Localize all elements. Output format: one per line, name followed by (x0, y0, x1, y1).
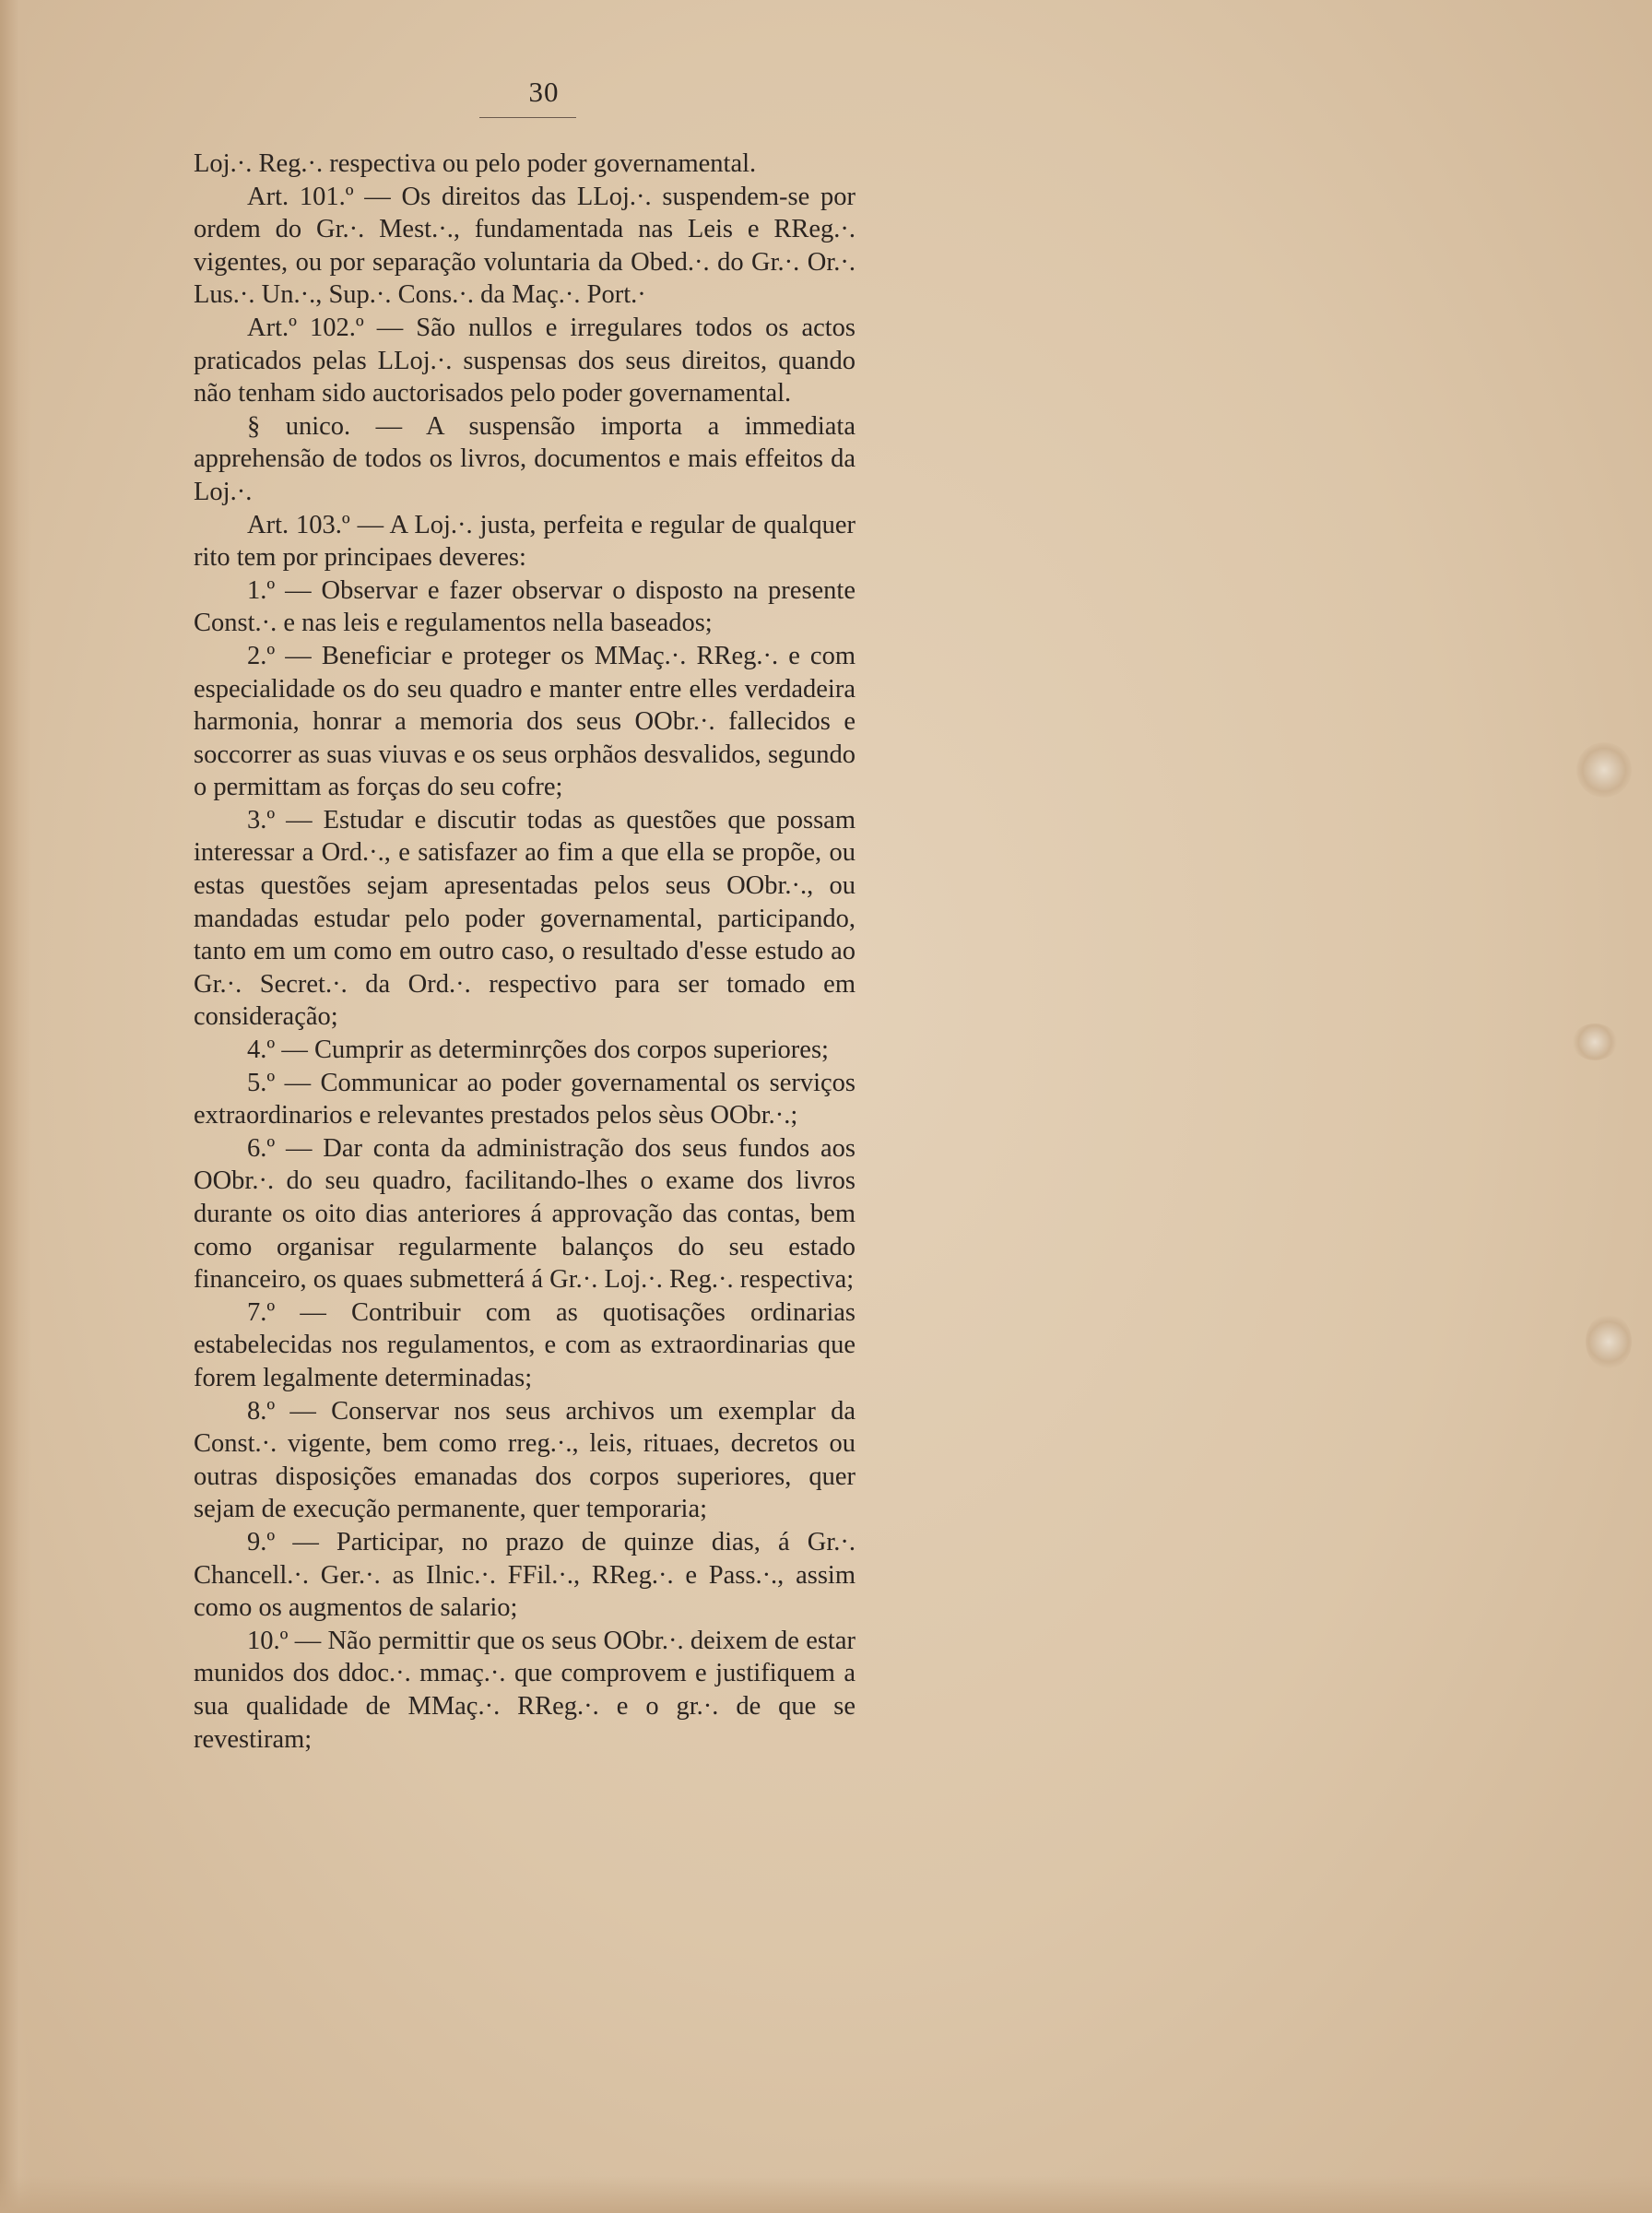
paragraph: 7.º — Contribuir com as quotisações ordinarias estabelecidas nos regulamentos, e com as extraordinarias que forem legalmente determinadas; (194, 1297, 856, 1392)
page-left-edge (0, 0, 31, 2213)
paragraph: Art. 103.º — A Loj.·. justa, perfeita e regular de qualquer rito tem por principaes deveres: (194, 510, 856, 573)
paragraph: 4.º — Cumprir as determinrções dos corpos superiores; (247, 1035, 829, 1065)
paragraph: 1.º — Observar e fazer observar o disposto na presente Const.·. e nas leis e regulamentos nella baseados; (194, 575, 856, 638)
paragraph: 6.º — Dar conta da administração dos seus fundos aos OObr.·. do seu quadro, facilitando-lhes o exame dos livros durante os oito dias anteriores á approvação das contas, bem como organisar regularmente balanços do seu estado financeiro, os quaes submetterá á Gr.·. Loj.·. Reg.·. respectiva; (194, 1133, 856, 1295)
paragraph: § unico. — A suspensão importa a immediata apprehensão de todos os livros, documentos e mais effeitos da Loj.·. (194, 411, 856, 506)
paragraph: 3.º — Estudar e discutir todas as questões que possam interessar a Ord.·., e satisfazer ao fim a que ella se propõe, ou estas questões sejam apresentadas pelos seus OObr.·., ou mandadas estudar pelo poder governamental, participando, tanto em um como em outro caso, o resultado d'esse estudo ao Gr.·. Secret.·. da Ord.·. respectivo para ser tomado em consideração; (194, 805, 856, 1032)
paragraph: 8.º — Conservar nos seus archivos um exemplar da Const.·. vigente, bem como rreg.·., leis, rituaes, decretos ou outras disposições emanadas dos corpos superiores, quer sejam de execução permanente, quer temporaria; (194, 1396, 856, 1524)
paper-wear-spot (1572, 1024, 1618, 1060)
paragraph: Loj.·. Reg.·. respectiva ou pelo poder governamental. (194, 149, 757, 178)
paragraph: Art. 101.º — Os direitos das LLoj.·. suspendem-se por ordem do Gr.·. Mest.·., fundamentada nas Leis e RReg.·. vigentes, ou por separação voluntaria da Obed.·. do Gr.·. Or.·. Lus.·. Un.·., Sup.·. Cons.·. da Maç.·. Port.· (194, 182, 856, 310)
paragraph: 5.º — Communicar ao poder governamental os serviços extraordinarios e relevantes prestados pelos sèus OObr.·.; (194, 1068, 856, 1130)
page-number: 30 (528, 76, 560, 108)
paragraph: Art.º 102.º — São nullos e irregulares todos os actos praticados pelas LLoj.·. suspensas dos seus direitos, quando não tenham sido auctorisados pelo poder governamental. (194, 313, 856, 408)
page-bottom-edge (0, 2176, 1652, 2213)
paragraph: 9.º — Participar, no prazo de quinze dias, á Gr.·. Chancell.·. Ger.·. as Ilnic.·. FFil.·., RReg.·. e Pass.·., assim como os augmentos de salario; (194, 1527, 856, 1623)
paragraph: 10.º — Não permittir que os seus OObr.·. deixem de estar munidos dos ddoc.·. mmaç.·. que comprovem e justifiquem a sua qualidade de MMaç.·. RReg.·. e o gr.·. de que se revestiram; (194, 1626, 856, 1754)
paragraph: 2.º — Beneficiar e proteger os MMaç.·. RReg.·. e com especialidade os do seu quadro e manter entre elles verdadeira harmonia, honrar a memoria dos seus OObr.·. fallecidos e soccorrer as suas viuvas e os seus orphãos desvalidos, segundo o permittam as forças do seu cofre; (194, 641, 856, 802)
body-text (194, 148, 856, 1756)
header-rule (479, 117, 576, 118)
paper-wear-spot (1586, 1314, 1632, 1369)
paper-wear-spot (1576, 742, 1632, 798)
